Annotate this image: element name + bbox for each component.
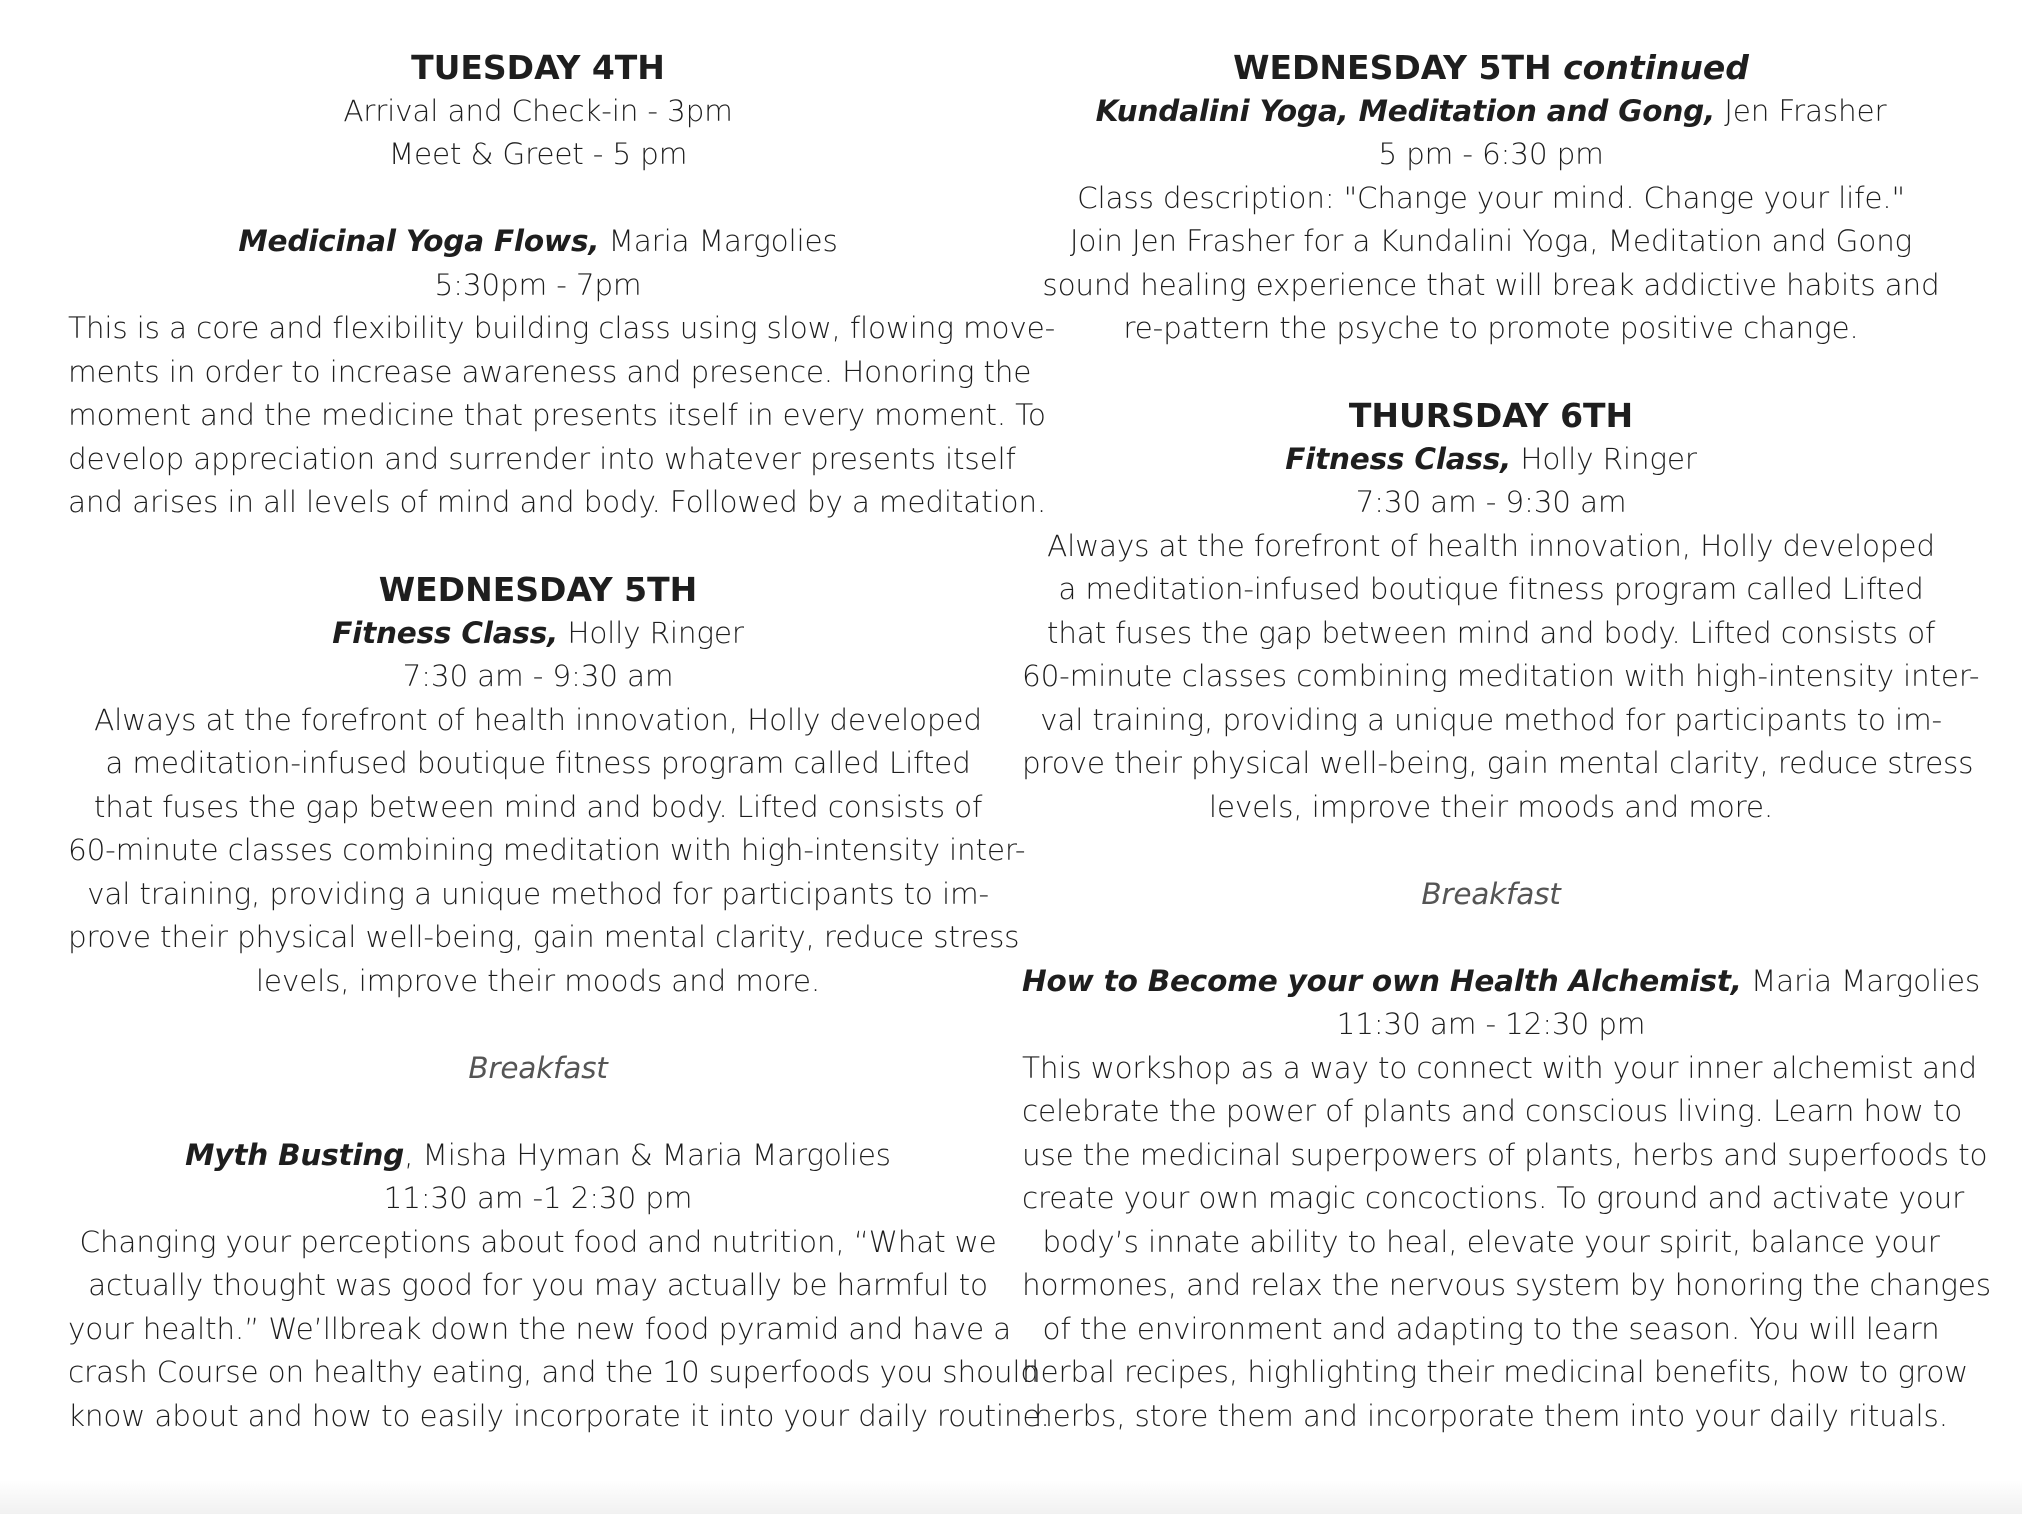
class-heading-health-alchemist <box>1022 960 1981 1004</box>
class-heading-medicinal-yoga <box>68 220 1008 264</box>
description-line: levels, improve their moods and more. <box>255 963 821 998</box>
description-line: of the environment and adapting to the season. You will learn <box>1042 1311 1940 1346</box>
description-line: moment and the medicine that presents itself in every moment. To <box>68 398 1046 432</box>
class-instructor: Jen Frasher <box>1715 93 1887 128</box>
description-line: hormones, and relax the nervous system by honoring the changes <box>1022 1268 1991 1302</box>
description-line: prove their physical well-being, gain mental clarity, reduce stress <box>1022 746 1974 780</box>
class-time: 7:30 am - 9:30 am <box>402 659 674 693</box>
description-line: herbal recipes, highlighting their medicinal benefits, how to grow <box>1022 1355 1969 1389</box>
tuesday-heading: TUESDAY 4TH <box>411 48 665 87</box>
meet-greet-time: Meet & Greet - 5 pm <box>388 137 688 171</box>
description-line: celebrate the power of plants and conscious living. Learn how to <box>1022 1094 1963 1128</box>
wednesday-continued-heading <box>1022 46 1960 90</box>
left-column <box>68 46 1056 1438</box>
spacer <box>68 177 1008 221</box>
class-time: 11:30 am -1 2:30 pm <box>383 1181 693 1215</box>
class-time: 7:30 am - 9:30 am <box>1355 485 1627 519</box>
class-instructor: , Misha Hyman & Maria Margolies <box>404 1137 891 1172</box>
spacer <box>1022 916 1960 960</box>
description-line: crash Course on healthy eating, and the 10 superfoods you should <box>68 1355 1039 1389</box>
description-line: re-pattern the psyche to promote positive change. <box>1123 311 1859 345</box>
description-line: Join Jen Frasher for a Kundalini Yoga, Meditation and Gong <box>1069 224 1913 258</box>
description-line: actually thought was good for you may actually be harmful to <box>88 1268 988 1302</box>
spacer <box>1022 351 1960 395</box>
description-line: Class description: "Change your mind. Change your life." <box>1077 180 1905 215</box>
description-line: This workshop as a way to connect with your inner alchemist and <box>1022 1050 1977 1085</box>
class-instructor: Holly Ringer <box>558 615 744 650</box>
description-line: sound healing experience that will break addictive habits and <box>1042 267 1940 302</box>
heading-suffix: continued <box>1551 48 1749 87</box>
description-line: create your own magic concoctions. To ground and activate your <box>1022 1181 1965 1215</box>
class-title: Kundalini Yoga, Meditation and Gong, <box>1095 93 1716 128</box>
spacer <box>68 525 1008 569</box>
class-time: 5 pm - 6:30 pm <box>1378 137 1604 171</box>
description-line: prove their physical well-being, gain mental clarity, reduce stress <box>68 920 1020 954</box>
description-line: levels, improve their moods and more. <box>1208 789 1774 824</box>
description-line: 60-minute classes combining meditation with high-intensity inter- <box>1022 659 1980 693</box>
description-line: and arises in all levels of mind and body. Followed by a meditation. <box>68 485 1047 519</box>
right-column <box>1022 46 1991 1438</box>
class-heading-fitness <box>68 612 1008 656</box>
description-line: val training, providing a unique method for participants to im- <box>1040 702 1942 737</box>
class-time: 5:30pm - 7pm <box>434 267 642 302</box>
description-line: 60-minute classes combining meditation with high-intensity inter- <box>68 833 1026 867</box>
description-line: a meditation-infused boutique fitness program called Lifted <box>1058 572 1924 606</box>
thursday-heading: THURSDAY 6TH <box>1348 396 1634 435</box>
description-line: body’s innate ability to heal, elevate your spirit, balance your <box>1042 1224 1940 1259</box>
spacer <box>1022 829 1960 873</box>
wednesday-heading: WEDNESDAY 5TH <box>378 570 698 609</box>
description-line: This is a core and flexibility building class using slow, flowing move- <box>68 311 1056 345</box>
page-bottom-edge <box>0 1480 2022 1514</box>
description-line: that fuses the gap between mind and body. Lifted consists of <box>93 789 983 824</box>
description-line: val training, providing a unique method for participants to im- <box>87 876 989 911</box>
class-title: Fitness Class, <box>332 615 559 650</box>
class-instructor: Maria Margolies <box>1741 963 1981 998</box>
heading-text: WEDNESDAY 5TH <box>1233 48 1552 87</box>
description-line: develop appreciation and surrender into whatever presents itself <box>68 441 1016 476</box>
description-line: a meditation-infused boutique fitness program called Lifted <box>105 746 971 780</box>
description-line: use the medicinal superpowers of plants, herbs and superfoods to <box>1022 1137 1988 1172</box>
description-line: Always at the forefront of health innovation, Holly developed <box>1047 528 1935 563</box>
spacer <box>68 1090 1008 1134</box>
class-title: Fitness Class, <box>1285 441 1512 476</box>
spacer <box>68 1003 1008 1047</box>
description-line: your health.” We’llbreak down the new food pyramid and have a <box>68 1311 1012 1346</box>
description-line: Changing your perceptions about food and nutrition, “What we <box>79 1224 997 1259</box>
description-line: ments in order to increase awareness and presence. Honoring the <box>68 354 1032 389</box>
class-title: How to Become your own Health Alchemist, <box>1022 963 1742 998</box>
class-instructor: Holly Ringer <box>1511 441 1697 476</box>
class-title: Myth Busting <box>185 1137 405 1172</box>
description-line: know about and how to easily incorporate it into your daily routine. <box>68 1398 1050 1433</box>
class-time: 11:30 am - 12:30 pm <box>1336 1007 1646 1041</box>
breakfast-label: Breakfast <box>1421 876 1561 911</box>
class-instructor: Maria Margolies <box>599 224 838 258</box>
description-line: that fuses the gap between mind and body. Lifted consists of <box>1046 615 1936 650</box>
arrival-time: Arrival and Check-in - 3pm <box>343 93 733 128</box>
class-title: Medicinal Yoga Flows, <box>238 224 600 258</box>
class-heading-myth-busting <box>68 1134 1008 1178</box>
breakfast-label: Breakfast <box>468 1050 608 1085</box>
description-line: Always at the forefront of health innovation, Holly developed <box>94 702 982 737</box>
class-heading-fitness <box>1022 438 1960 482</box>
class-heading-kundalini <box>1022 90 1960 134</box>
description-line: herbs, store them and incorporate them into your daily rituals. <box>1034 1398 1948 1433</box>
